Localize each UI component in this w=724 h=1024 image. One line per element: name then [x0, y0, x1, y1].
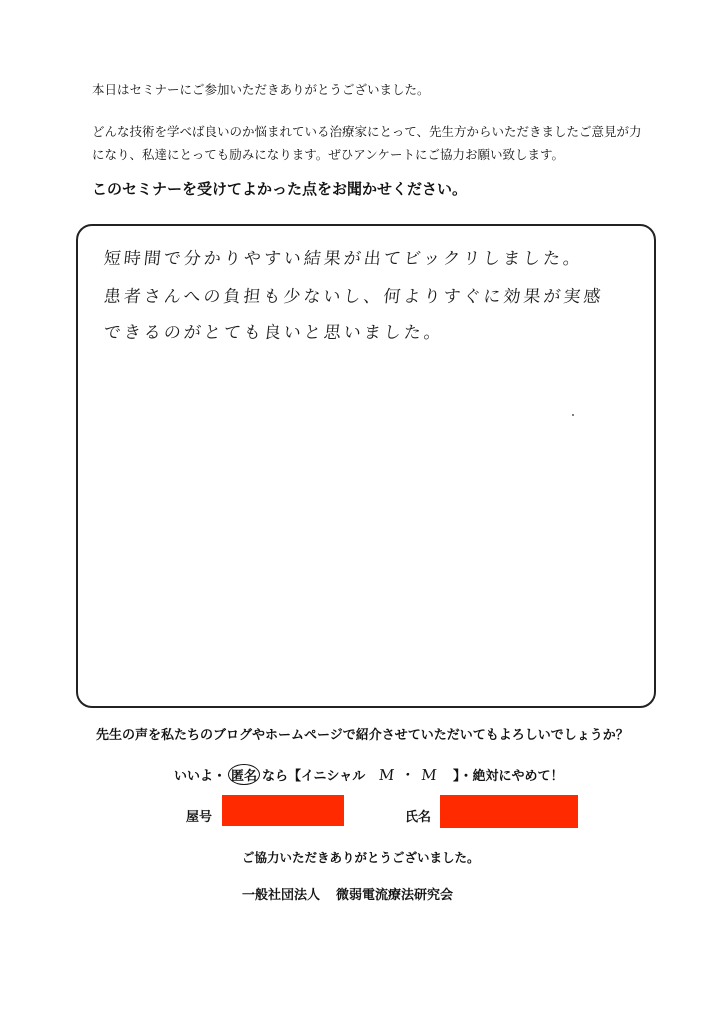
org-type: 一般社団法人	[242, 888, 321, 903]
organization-name	[242, 884, 453, 903]
handwritten-initials: M・M	[378, 766, 444, 784]
handwritten-answer-line: できるのがとても良いと思いました。	[102, 323, 445, 343]
person-name-label: 氏名	[405, 810, 432, 825]
scan-speck	[572, 414, 574, 416]
shop-name-redaction	[222, 795, 344, 826]
greeting-text: 本日はセミナーにご参加いただきありがとうございました。	[92, 82, 430, 97]
request-text-line-1: どんな技術を学べば良いのか悩まれている治療家にとって、先生方からいただきましたご意見が力	[92, 124, 642, 139]
handwritten-answer-line: 患者さんへの負担も少ないし、何よりすぐに効果が実感	[102, 287, 605, 307]
answer-box	[76, 224, 656, 708]
option-anonymous-suffix: なら【イニシャル	[262, 769, 366, 784]
handwritten-answer-line: 短時間で分かりやすい結果が出てビックリしました。	[102, 249, 585, 269]
option-close: 】・絶対にやめて！	[452, 769, 564, 784]
option-yes: いいよ・	[174, 769, 227, 784]
option-anonymous-circled: 匿名	[228, 764, 260, 785]
survey-question: このセミナーを受けてよかった点をお聞かせください。	[92, 180, 468, 198]
shop-name-label: 屋号	[186, 810, 213, 825]
thanks-text: ご協力いただきありがとうございました。	[242, 850, 480, 865]
consent-options	[174, 764, 564, 785]
org-name: 微弱電流療法研究会	[336, 888, 454, 903]
person-name-redaction	[440, 795, 578, 828]
request-text-line-2: になり、私達にとっても励みになります。ぜひアンケートにご協力お願い致します。	[92, 147, 565, 162]
consent-question: 先生の声を私たちのブログやホームページで紹介させていただいてもよろしいでしょうか？	[96, 728, 629, 743]
